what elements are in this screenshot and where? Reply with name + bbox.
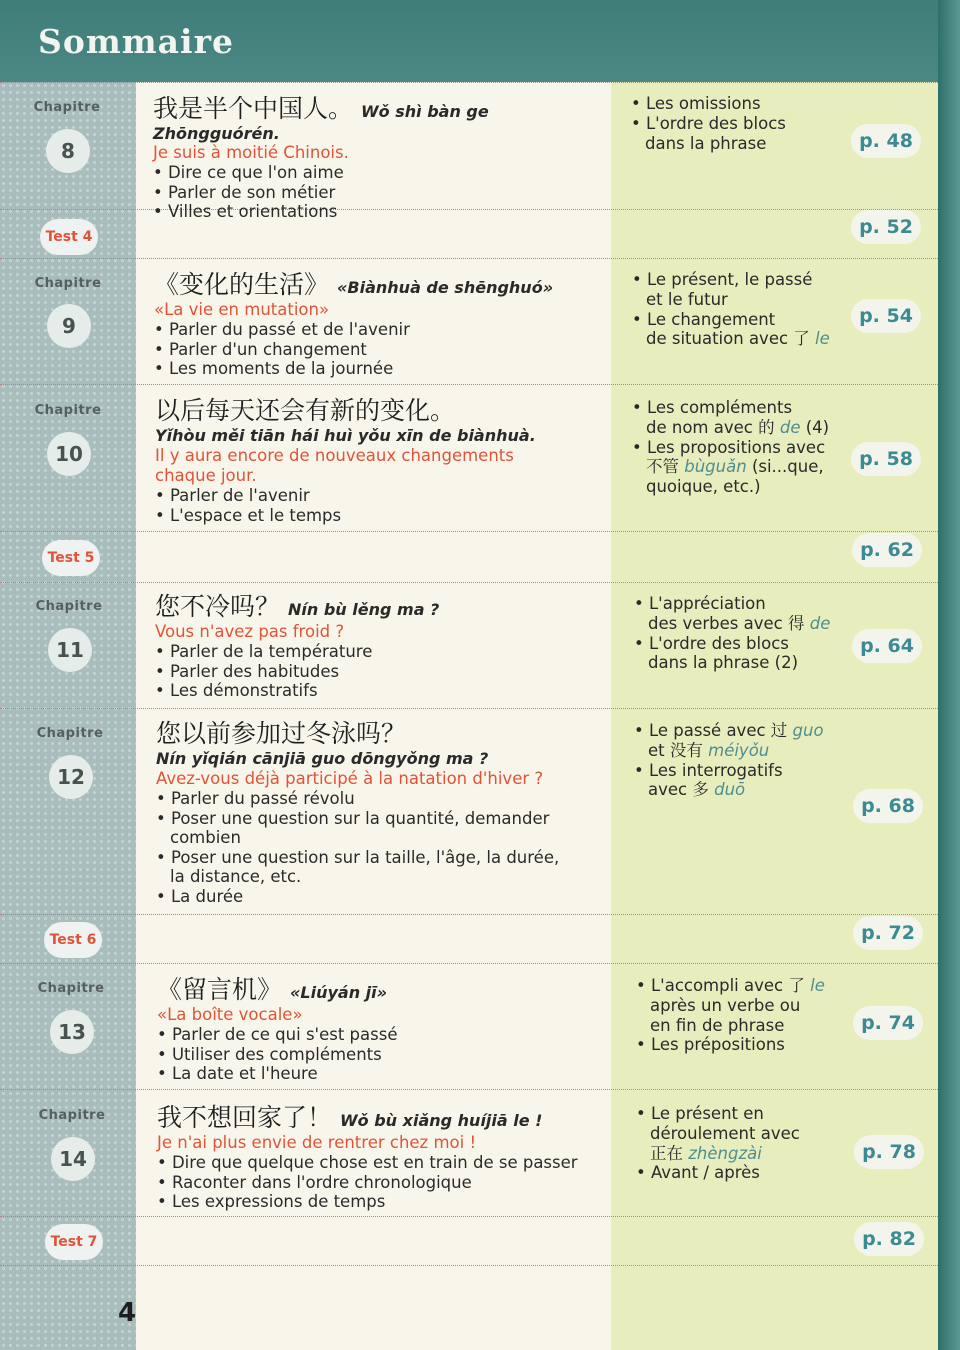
row-separator	[0, 384, 938, 385]
chapter-10-grammar	[632, 398, 829, 497]
grammar-item: • L'ordre des blocs	[634, 633, 789, 653]
grammar-pinyin: guo	[792, 721, 824, 740]
grammar-item: • Les prépositions	[636, 1035, 785, 1055]
grammar-item: de situation avec 了	[646, 329, 810, 349]
chapter-label: Chapitre	[33, 100, 101, 115]
chapter-title-chinese: 《留言机》	[157, 975, 283, 1004]
grammar-item: • Avant / après	[636, 1163, 760, 1183]
grammar-item: • Le changement	[632, 309, 776, 329]
book-spine	[938, 0, 960, 1350]
chapter-title-french: Je n'ai plus envie de rentrer chez moi !	[157, 1133, 477, 1152]
grammar-pinyin: duō	[714, 780, 746, 800]
chapter-label: Chapitre	[34, 276, 102, 291]
grammar-item: de nom avec 的	[646, 417, 775, 437]
grammar-item: en fin de phrase	[650, 1015, 785, 1035]
objective-item: • Les démonstratifs	[155, 681, 318, 701]
page-reference-link[interactable]: p. 54	[851, 299, 921, 333]
chapter-8-grammar	[631, 94, 786, 153]
objective-item: • L'espace et le temps	[155, 505, 342, 525]
chapter-title-chinese: 您以前参加过冬泳吗？	[156, 719, 407, 748]
grammar-item: (si...que,	[751, 457, 824, 477]
row-separator	[0, 82, 938, 83]
row-separator	[0, 531, 938, 532]
chapter-label: Chapitre	[36, 726, 104, 741]
chapter-title-chinese: 《变化的生活》	[154, 270, 330, 299]
grammar-item: dans la phrase (2)	[648, 653, 799, 673]
chapter-9-grammar	[632, 270, 830, 349]
objective-item: • Les expressions de temps	[157, 1192, 386, 1212]
grammar-item: et le futur	[646, 289, 728, 309]
grammar-item: • Le présent en	[636, 1104, 764, 1123]
grammar-item: déroulement avec	[650, 1123, 800, 1143]
test-label: Test 4	[40, 219, 98, 255]
chapter-number-12: 12	[49, 755, 93, 799]
objective-item: • Dire ce que l'on aime	[153, 163, 344, 182]
chapter-11-content	[155, 592, 605, 701]
objective-item: • Poser une question sur la taille, l'âge, la durée,	[156, 847, 560, 867]
test-label: Test 6	[44, 922, 102, 958]
objective-item: • Dire que quelque chose est en train de se passer	[157, 1153, 578, 1172]
grammar-item: quoique, etc.)	[646, 477, 761, 497]
grammar-pinyin: le	[815, 329, 830, 349]
row-separator	[0, 1089, 938, 1090]
chapter-label: Chapitre	[38, 1108, 106, 1123]
chapter-title-french: «La vie en mutation»	[154, 300, 330, 319]
chapter-title-french: Il y aura encore de nouveaux changements chaque jour.	[155, 446, 514, 485]
grammar-pinyin: le	[810, 976, 825, 995]
row-separator	[0, 914, 938, 915]
grammar-item: • Les compléments	[632, 398, 793, 417]
chapter-title-pinyin: Nín bù lěng ma ?	[288, 600, 440, 619]
page-reference-link[interactable]: p. 68	[853, 789, 923, 823]
chapter-title-pinyin: Wǒ bù xiǎng huíjiā le !	[340, 1111, 543, 1130]
page-title: Sommaire	[38, 22, 234, 61]
chapter-13-content	[157, 975, 607, 1084]
grammar-item: dans la phrase	[645, 133, 767, 153]
grammar-item: avec 多	[648, 780, 709, 800]
chapter-title-chinese: 您不冷吗？	[155, 592, 281, 621]
chapter-title-french: Vous n'avez pas froid ?	[155, 622, 345, 641]
grammar-item: • Le passé avec 过	[634, 721, 788, 740]
grammar-item: • L'accompli avec 了	[636, 976, 805, 995]
chapter-title-chinese: 以后每天还会有新的变化。	[155, 396, 456, 425]
row-separator	[0, 708, 938, 709]
grammar-item: • Les omissions	[631, 94, 761, 113]
page-reference-link[interactable]: p. 48	[851, 124, 921, 158]
objective-item: • Parler de l'avenir	[155, 486, 310, 505]
page-reference-link[interactable]: p. 58	[851, 442, 921, 476]
chapter-number-8: 8	[46, 129, 90, 173]
grammar-pinyin: de	[809, 613, 831, 633]
objective-item: • Les moments de la journée	[154, 359, 394, 379]
chapter-title-french: «La boîte vocale»	[157, 1005, 303, 1024]
chapter-label: Chapitre	[37, 981, 105, 996]
row-separator	[0, 582, 938, 583]
objective-item: • Parler de la température	[155, 642, 373, 661]
chapter-9-content	[154, 270, 604, 379]
grammar-pinyin: bùguǎn	[684, 457, 747, 477]
chapter-number-14: 14	[51, 1137, 95, 1181]
objective-item: • Raconter dans l'ordre chronologique	[157, 1172, 472, 1192]
page-reference-link[interactable]: p. 74	[853, 1006, 923, 1040]
row-separator	[0, 963, 938, 964]
grammar-item: • L'appréciation	[634, 594, 766, 613]
chapter-title-chinese: 我是半个中国人。	[153, 94, 354, 123]
objective-item: • Utiliser des compléments	[157, 1044, 382, 1064]
chapter-11-grammar	[634, 594, 830, 673]
objective-item: • La durée	[156, 886, 244, 906]
chapter-14-content	[157, 1103, 607, 1212]
grammar-item: 正在	[650, 1143, 683, 1163]
objective-item: • Parler d'un changement	[154, 339, 367, 359]
grammar-pinyin: méiyǒu	[708, 740, 770, 760]
page-number: 4	[118, 1298, 137, 1328]
chapter-10-content	[155, 396, 595, 525]
grammar-pinyin: de	[779, 417, 801, 437]
grammar-item: 不管	[646, 457, 679, 477]
chapter-8-content	[153, 94, 603, 222]
page-reference-link[interactable]: p. 64	[852, 629, 922, 663]
objective-item: la distance, etc.	[170, 867, 302, 887]
row-separator	[0, 258, 938, 259]
objective-item: • Parler du passé et de l'avenir	[154, 320, 410, 339]
chapter-label: Chapitre	[35, 599, 103, 614]
chapter-12-content	[156, 719, 606, 907]
chapter-title-pinyin: «Biànhuà de shēnghuó»	[337, 278, 554, 297]
objective-item: combien	[170, 828, 241, 848]
chapter-title-pinyin: Yǐhòu měi tiān hái huì yǒu xīn de biànhuà.	[155, 426, 536, 445]
page-reference-link[interactable]: p. 52	[851, 210, 921, 244]
chapter-title-french: Je suis à moitié Chinois.	[153, 143, 349, 162]
row-separator	[0, 1216, 938, 1217]
grammar-item: (4)	[805, 417, 830, 437]
objective-item: • Parler du passé révolu	[156, 789, 355, 808]
chapter-number-9: 9	[47, 304, 91, 348]
grammar-item: • Les interrogatifs	[634, 760, 783, 780]
grammar-pinyin: zhèngzài	[688, 1143, 762, 1163]
chapter-number-11: 11	[48, 628, 92, 672]
objective-item: • Villes et orientations	[153, 202, 338, 222]
objective-item: • Parler de son métier	[153, 182, 336, 202]
page-reference-link[interactable]: p. 72	[853, 916, 923, 950]
chapter-title-french: Avez-vous déjà participé à la natation d'hiver ?	[156, 769, 544, 788]
chapter-label: Chapitre	[34, 403, 102, 418]
grammar-item: • Les propositions avec	[632, 437, 826, 457]
objective-item: • Poser une question sur la quantité, demander	[156, 808, 550, 828]
chapter-title-pinyin: «Liúyán jī»	[290, 983, 388, 1002]
objective-item: • Parler de ce qui s'est passé	[157, 1025, 398, 1044]
header-bar	[0, 0, 938, 82]
chapter-number-10: 10	[47, 432, 91, 476]
test-label: Test 5	[42, 540, 100, 576]
chapter-title-chinese: 我不想回家了！	[157, 1103, 333, 1132]
grammar-item: et 没有	[648, 740, 703, 760]
grammar-item: • Le présent, le passé	[632, 270, 813, 289]
page-reference-link[interactable]: p. 82	[854, 1222, 924, 1256]
row-separator	[0, 1265, 938, 1266]
page-reference-link[interactable]: p. 62	[852, 533, 922, 567]
grammar-item: des verbes avec 得	[648, 613, 805, 633]
chapter-13-grammar	[636, 976, 825, 1055]
objective-item: • Parler des habitudes	[155, 661, 340, 681]
test-label: Test 7	[45, 1224, 103, 1260]
grammar-item: après un verbe ou	[650, 995, 801, 1015]
chapter-number-13: 13	[50, 1010, 94, 1054]
objective-item: • La date et l'heure	[157, 1064, 318, 1084]
chapter-12-grammar	[634, 721, 824, 800]
chapter-title-pinyin: Wǒ shì bàn ge Zhōngguórén.	[153, 102, 489, 143]
page-reference-link[interactable]: p. 78	[854, 1135, 924, 1169]
grammar-item: • L'ordre des blocs	[631, 113, 786, 133]
chapter-14-grammar	[636, 1104, 800, 1183]
chapter-title-pinyin: Nín yǐqián cānjiā guo dōngyǒng ma ?	[156, 749, 489, 768]
